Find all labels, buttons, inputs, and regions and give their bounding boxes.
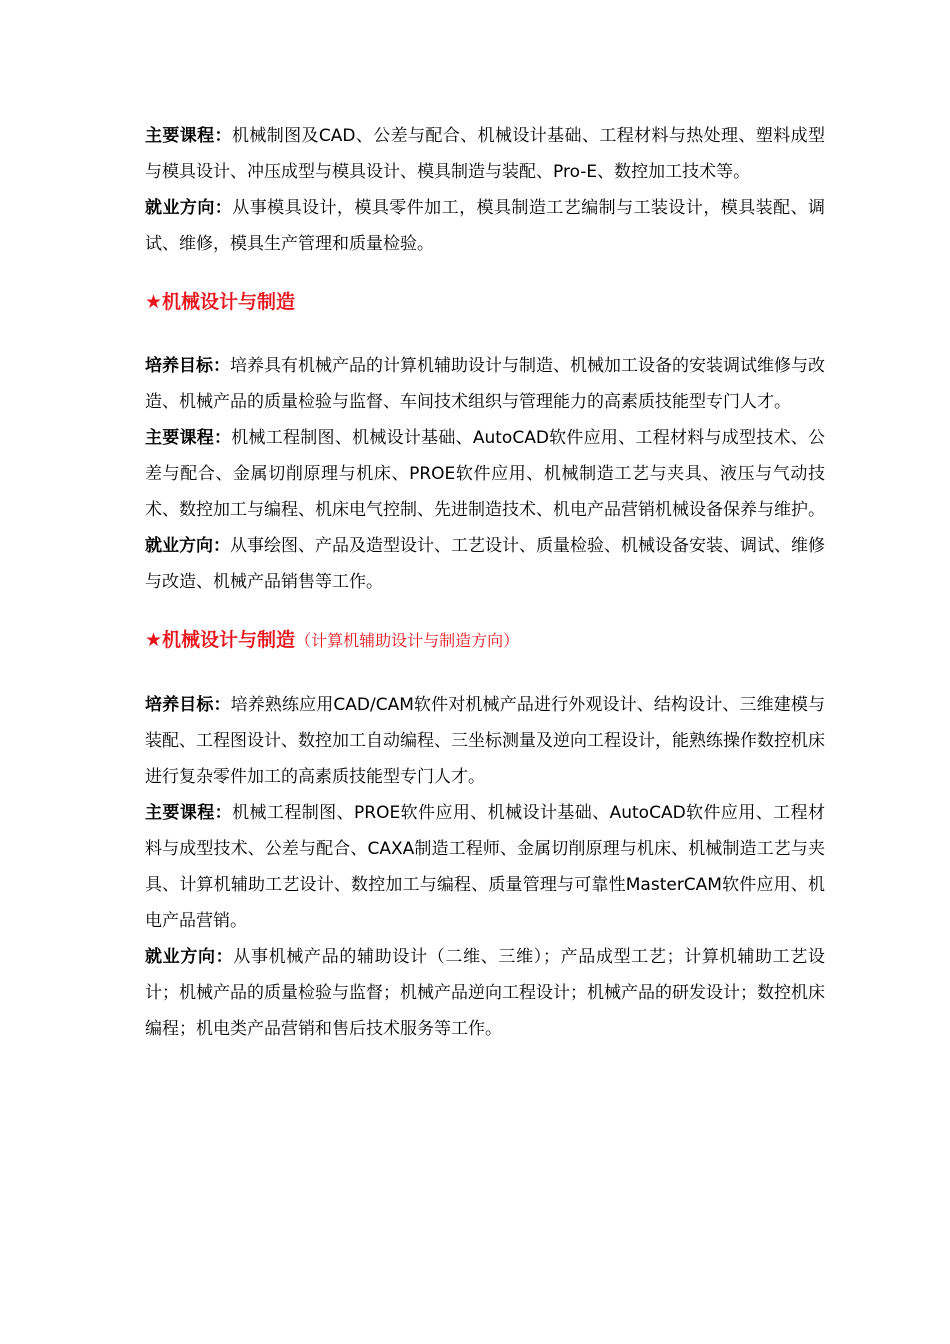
section1-career-text: 从事绘图、产品及造型设计、工艺设计、质量检验、机械设备安装、调试、维修与改造、机械产品销售等工作。 <box>145 536 825 592</box>
section1-goal-paragraph <box>145 348 825 420</box>
section2-courses-text: 机械工程制图、PROE软件应用、机械设计基础、AutoCAD软件应用、工程材料与成型技术、公差与配合、CAXA制造工程师、金属切削原理与机床、机械制造工艺与夹具、计算机辅助工艺设计、数控加工与编程、质量管理与可靠性MasterCAM软件应用、机电产品营销。 <box>145 803 826 931</box>
star-icon: ★ <box>145 629 163 651</box>
section2-heading <box>145 622 825 659</box>
section1-courses-paragraph <box>145 420 825 528</box>
section1-career-label: 就业方向： <box>145 536 230 556</box>
section1-career-paragraph <box>145 528 825 600</box>
section0-career-text: 从事模具设计，模具零件加工，模具制造工艺编制与工装设计，模具装配、调试、维修，模具生产管理和质量检验。 <box>145 198 826 254</box>
section2-goal-paragraph <box>145 687 825 795</box>
section1-goal-label: 培养目标： <box>145 356 230 376</box>
star-icon: ★ <box>145 291 163 313</box>
section0-career-label: 就业方向： <box>145 198 233 218</box>
section0-courses-label: 主要课程： <box>145 126 232 146</box>
section0-courses-paragraph <box>145 118 825 190</box>
section1-heading <box>145 284 825 320</box>
section0-career-paragraph <box>145 190 825 262</box>
section2-subtitle: （计算机辅助设计与制造方向） <box>295 631 520 650</box>
section1-goal-text: 培养具有机械产品的计算机辅助设计与制造、机械加工设备的安装调试维修与改造、机械产品的质量检验与监督、车间技术组织与管理能力的高素质技能型专门人才。 <box>145 356 825 412</box>
document-page <box>145 118 825 1047</box>
section2-career-paragraph <box>145 939 825 1047</box>
section2-career-text: 从事机械产品的辅助设计（二维、三维）；产品成型工艺；计算机辅助工艺设计；机械产品的质量检验与监督；机械产品逆向工程设计；机械产品的研发设计；数控机床编程；机电类产品营销和售后技术服务等工作。 <box>145 947 826 1039</box>
section2-goal-label: 培养目标： <box>145 695 231 715</box>
section2-career-label: 就业方向： <box>145 947 234 967</box>
section2-goal-text: 培养熟练应用CAD/CAM软件对机械产品进行外观设计、结构设计、三维建模与装配、工程图设计、数控加工自动编程、三坐标测量及逆向工程设计，能熟练操作数控机床进行复杂零件加工的高素质技能型专门人才。 <box>145 695 826 787</box>
section0-courses-text: 机械制图及CAD、公差与配合、机械设计基础、工程材料与热处理、塑料成型与模具设计、冲压成型与模具设计、模具制造与装配、Pro-E、数控加工技术等。 <box>145 126 826 182</box>
section1-title: 机械设计与制造 <box>162 291 296 313</box>
section2-courses-label: 主要课程： <box>145 803 233 823</box>
section2-courses-paragraph <box>145 795 825 939</box>
section1-courses-label: 主要课程： <box>145 428 232 448</box>
section2-title: 机械设计与制造 <box>162 629 296 651</box>
section1-courses-text: 机械工程制图、机械设计基础、AutoCAD软件应用、工程材料与成型技术、公差与配合、金属切削原理与机床、PROE软件应用、机械制造工艺与夹具、液压与气动技术、数控加工与编程、机床电气控制、先进制造技术、机电产品营销机械设备保养与维护。 <box>145 428 826 520</box>
